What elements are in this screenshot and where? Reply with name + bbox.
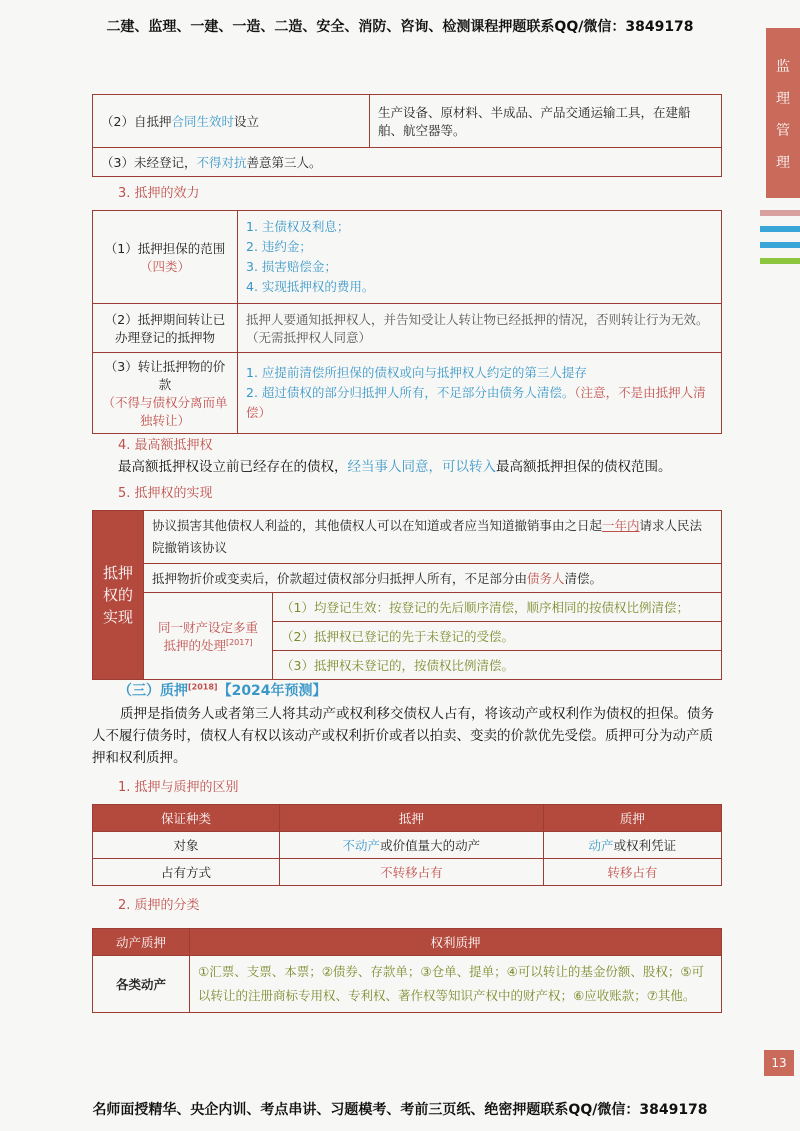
text: 清偿。 (564, 571, 603, 586)
text: （2）自抵押 (101, 114, 172, 129)
table-cell (144, 511, 722, 564)
prediction-tag: 【2024年预测】 (217, 683, 327, 699)
table-cell: 各类动产 (93, 956, 190, 1013)
text: 设立 (233, 114, 259, 129)
table-cell (93, 353, 238, 434)
table-cell: （2）抵押期间转让已办理登记的抵押物 (93, 304, 238, 353)
list-item: 1. 应提前清偿所担保的债权或向与抵押权人约定的第三人提存 (246, 365, 587, 380)
table-cell (238, 353, 722, 434)
table-cell: 对象 (93, 832, 280, 859)
table-cell: 生产设备、原材料、半成品、产品交通运输工具，在建船舶、航空器等。 (370, 95, 722, 148)
text: 请求人民法院撤销该协议 (152, 518, 703, 555)
side-tab-char: 理 (776, 91, 790, 107)
list-item: 2. 违约金； (246, 239, 312, 254)
table-cell: 抵押人要通知抵押权人，并告知受让人转让物已经抵押的情况，否则转让行为无效。（无需抵押权人同意） (238, 304, 722, 353)
text: 协议损害其他债权人利益的，其他债权人可以在知道或者应当知道撤销事由之日起 (152, 518, 603, 533)
realization-table (92, 510, 722, 680)
table-cell (144, 593, 273, 680)
table-cell: 不转移占有 (280, 859, 544, 886)
text: 最高额抵押权设立前已经存在的债权， (118, 459, 348, 475)
paragraph: 质押是指债务人或者第三人将其动产或权利移交债权人占有，将该动产或权利作为债权的担保。债务人不履行债务时，债权人有权以该动产或权利折价或者以拍卖、变卖的价款优先受偿。质押可分为动产质押和权利质押。 (92, 706, 714, 766)
side-tab-char: 管 (776, 123, 790, 139)
year-tag: [2017] (225, 637, 253, 647)
highlight-text: 经当事人同意，可以转入 (347, 459, 496, 475)
text: 抵押物折价或变卖后，价款超过债权部分归抵押人所有，不足部分由 (152, 571, 528, 586)
mortgage-table-top (92, 94, 722, 177)
table-header: 质押 (543, 805, 721, 832)
table-header: 抵押 (280, 805, 544, 832)
highlight-text: 合同生效时 (171, 114, 234, 129)
row-note: （不得与债权分离而单独转让） (102, 395, 228, 428)
table-cell (144, 564, 722, 593)
list-item: 1. 主债权及利息； (246, 219, 350, 234)
section-title: 3. 抵押的效力 (118, 186, 200, 201)
table-cell: 转移占有 (543, 859, 721, 886)
text: （3）未经登记， (101, 155, 197, 170)
row-note: （四类） (139, 259, 190, 274)
side-tab-char: 理 (776, 155, 790, 171)
page-footer: 名师面授精华、央企内训、考点串讲、习题模考、考前三页纸、绝密押题联系QQ/微信：3849178 (92, 1102, 708, 1118)
effect-table (92, 210, 722, 434)
table-header: 动产质押 (93, 929, 190, 956)
side-tab-char: 监 (776, 59, 790, 75)
page-header: 二建、监理、一建、一造、二造、安全、消防、咨询、检测课程押题联系QQ/微信：3849178 (106, 19, 694, 35)
table-cell (93, 95, 370, 148)
note: （注意，不是由抵押人清偿） (246, 385, 706, 420)
section-title: 5. 抵押权的实现 (118, 486, 213, 501)
highlight-text: 债务人 (527, 571, 565, 586)
table-cell: （2）抵押权已登记的先于未登记的受偿。 (273, 622, 722, 651)
section-title: 2. 质押的分类 (118, 898, 200, 913)
table-header: 保证种类 (93, 805, 280, 832)
highlight-text: 一年内 (602, 518, 640, 533)
table-cell: ①汇票、支票、本票；②债券、存款单；③仓单、提单；④可以转让的基金份额、股权；⑤可以转让的注册商标专用权、专利权、著作权等知识产权中的财产权；⑥应收账款；⑦其他。 (190, 956, 722, 1013)
table-cell (543, 832, 721, 859)
table-cell (93, 211, 238, 304)
page-number: 13 (764, 1050, 794, 1076)
table-side-label: 抵押权的实现 (93, 511, 144, 680)
year-tag: [2018] (188, 682, 218, 692)
section-title: 4. 最高额抵押权 (118, 438, 213, 453)
list-item: 4. 实现抵押权的费用。 (246, 279, 375, 294)
table-cell: （1）均登记生效：按登记的先后顺序清偿，顺序相同的按债权比例清偿； (273, 593, 722, 622)
side-tab (766, 28, 800, 198)
text: 或价值量大的动产 (380, 838, 481, 853)
text: 善意第三人。 (246, 155, 322, 170)
table-cell: （3）抵押权未登记的，按债权比例清偿。 (273, 651, 722, 680)
text: 同一财产设定多重抵押的处理 (157, 620, 258, 653)
section-title: 1. 抵押与质押的区别 (118, 780, 239, 795)
table-cell (93, 148, 722, 177)
text: 或权利凭证 (613, 838, 677, 853)
list-item: 2. 超过债权的部分归抵押人所有，不足部分由债务人清偿。 (246, 385, 575, 400)
table-cell (238, 211, 722, 304)
pledge-heading (118, 680, 327, 700)
highlight-text: 动产 (588, 838, 614, 853)
list-item: 3. 损害赔偿金； (246, 259, 337, 274)
color-bars (760, 210, 800, 274)
text: 最高额抵押担保的债权范围。 (496, 459, 672, 475)
highlight-text: 不得对抗 (196, 155, 247, 170)
heading-text: （三）质押 (118, 683, 188, 699)
highlight-text: 不动产 (342, 838, 381, 853)
paragraph (118, 456, 738, 478)
table-cell: 占有方式 (93, 859, 280, 886)
row-label: （3）转让抵押物的价款 (104, 359, 226, 392)
difference-table (92, 804, 722, 886)
row-label: （1）抵押担保的范围 (104, 241, 226, 256)
table-header: 权利质押 (190, 929, 722, 956)
table-cell (280, 832, 544, 859)
classification-table (92, 928, 722, 1013)
